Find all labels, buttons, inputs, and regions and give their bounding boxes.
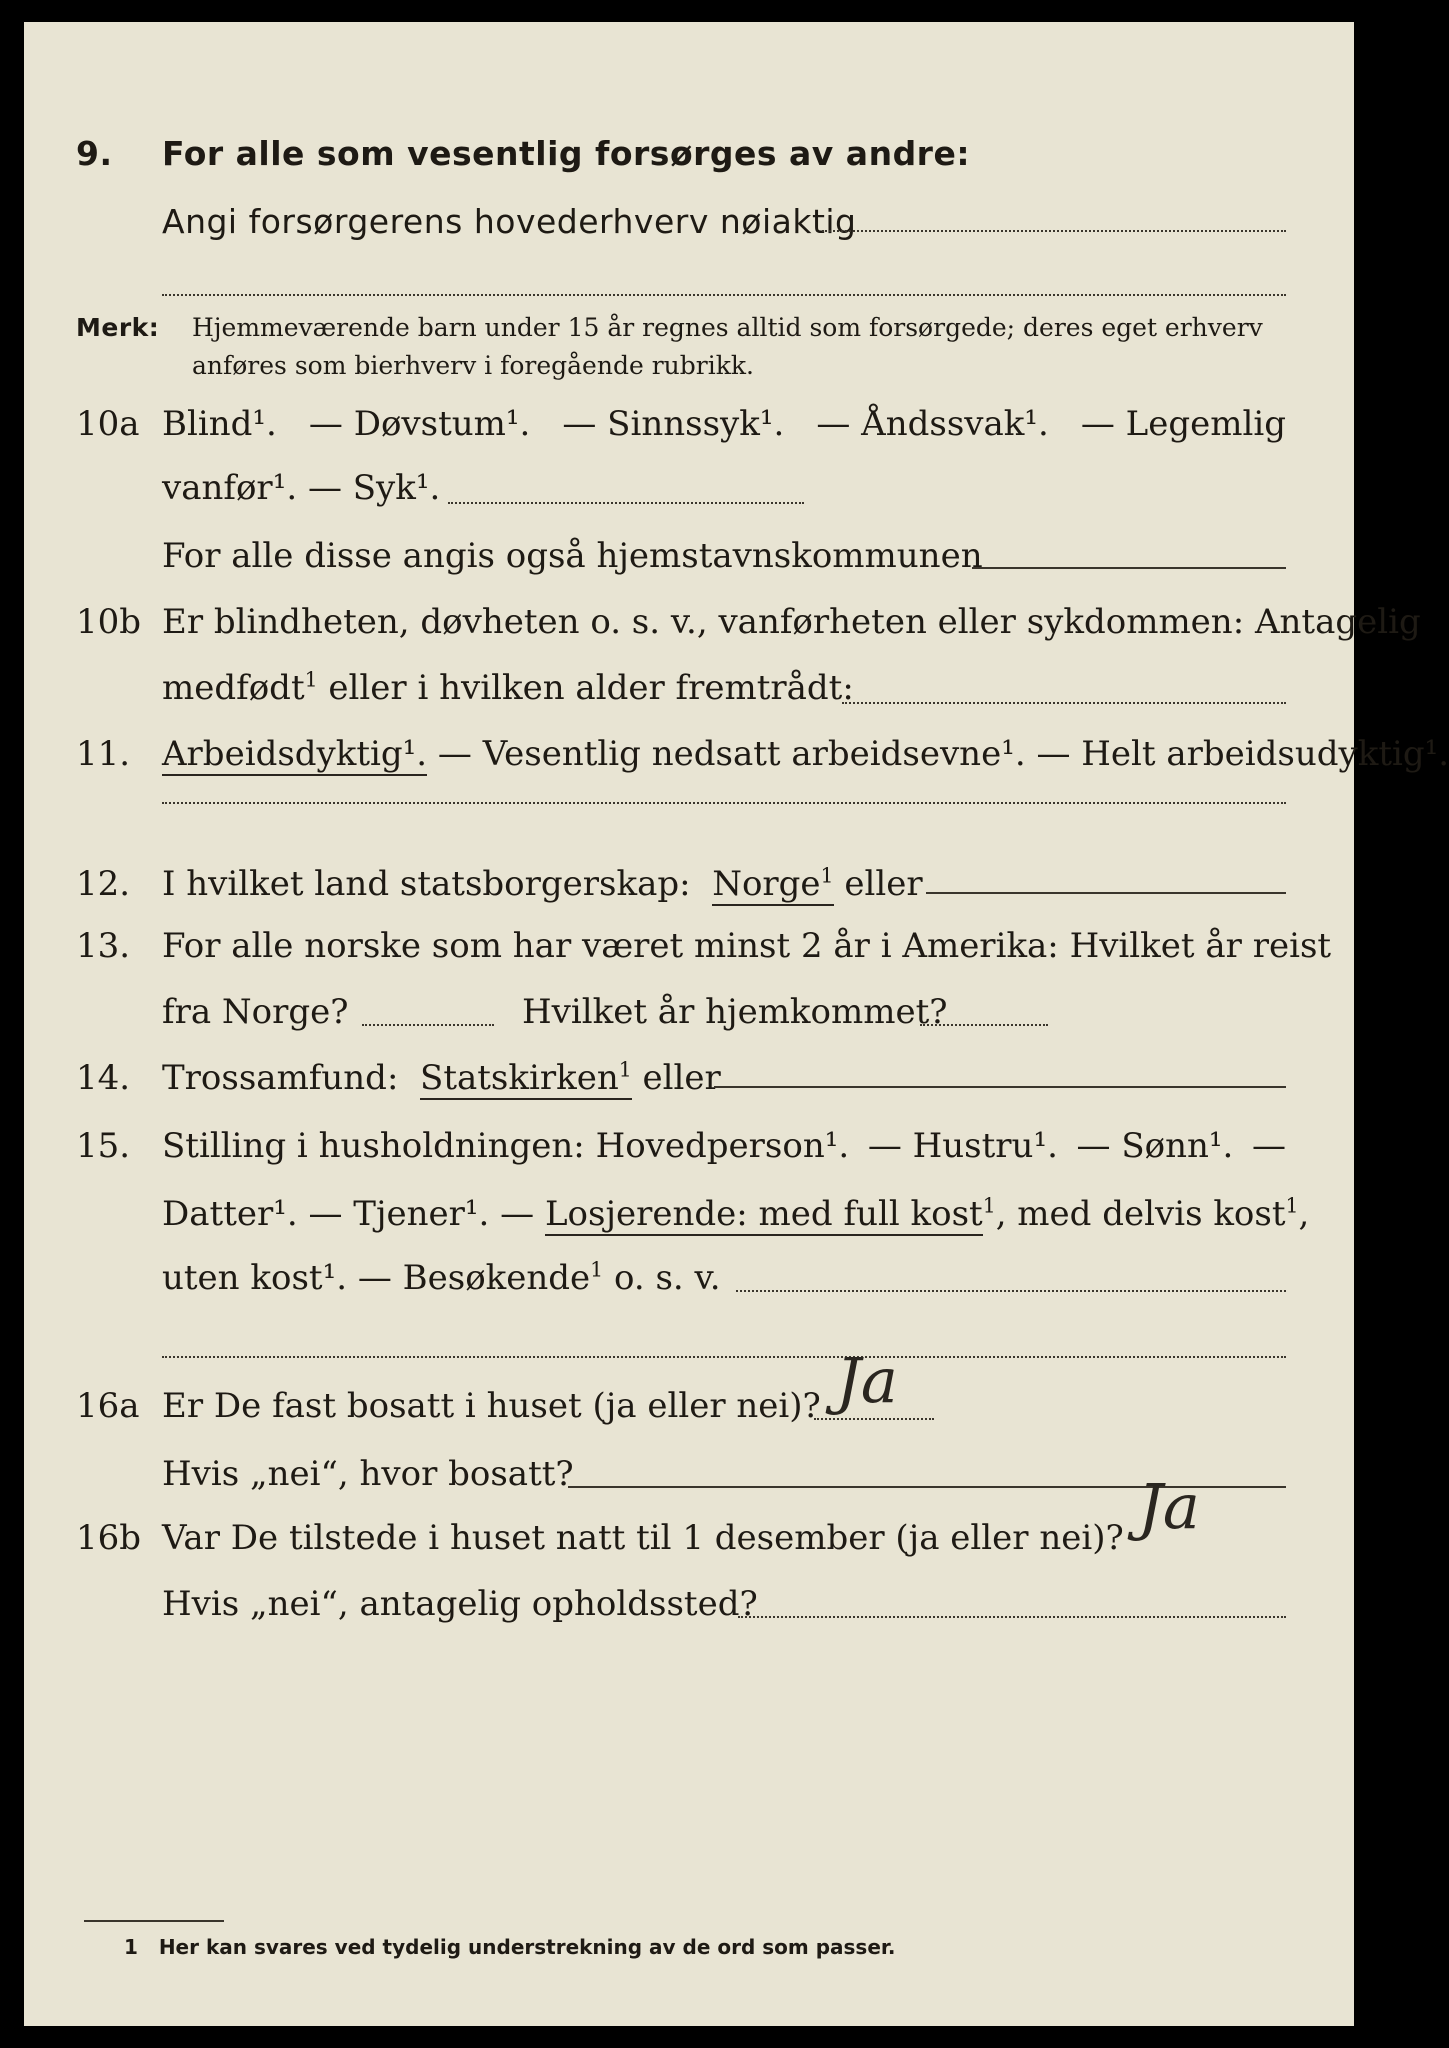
q10a-option-andssvak[interactable]: — Åndssvak¹. (816, 404, 1049, 444)
q10a-option-vanfor[interactable]: vanfør¹. (162, 468, 298, 508)
footnote (124, 1935, 896, 1959)
q13-hjemkommet-field[interactable] (920, 1024, 1048, 1026)
q16a-line-1: Er De fast bosatt i huset (ja eller nei)? (162, 1386, 821, 1426)
q10a-number: 10a (76, 404, 140, 444)
q15-option-uten-kost[interactable]: uten kost¹. (162, 1258, 348, 1298)
q9-line-label: Angi forsørgerens hovederhverv nøiaktig (162, 202, 857, 241)
q11-option-udyktig[interactable]: — Helt arbeidsudyktig¹. (1036, 734, 1449, 774)
q13-line-1: For alle norske som har været minst 2 år i Amerika: Hvilket år reist (162, 926, 1332, 966)
q10b-line-2-text: eller i hvilken alder fremtrådt: (328, 668, 854, 708)
q15-option-sonn[interactable]: — Sønn¹. (1076, 1126, 1234, 1166)
q15-option-losjerende-full-kost[interactable]: Losjerende: med full kost (544, 1194, 983, 1234)
q15-line-2: Datter¹. — Tjener¹. — Losjerende: med full kost$^1$, med delvis kost$^1$, (162, 1193, 1310, 1234)
q11-options (162, 734, 1449, 774)
q13-reist-field[interactable] (362, 1024, 494, 1026)
merk-line-2: anføres som bierhverv i foregående rubrikk. (192, 351, 754, 380)
q16a-number: 16a (76, 1386, 140, 1426)
q10b-line-2 (162, 668, 854, 708)
q11-extra-field[interactable] (162, 802, 1286, 804)
q15-option-besokende[interactable]: — Besøkende$^1$ (357, 1257, 604, 1298)
q15-option-tjener[interactable]: — Tjener¹. (308, 1194, 490, 1234)
q10a-line-3: For alle disse angis også hjemstavnskommunen (162, 536, 983, 576)
footnote-text: Her kan svares ved tydelig understrekning av de ord som passer. (158, 1935, 896, 1959)
q16a-answer-field[interactable] (814, 1418, 934, 1420)
q12-text: I hvilket land statsborgerskap: Norge$^1$ eller (162, 863, 923, 904)
merk-line-1: Hjemmeværende barn under 15 år regnes alltid som forsørgede; deres eget erhverv (192, 313, 1263, 342)
q10b-option-medfodt[interactable]: medfødt$^1$ (162, 667, 318, 708)
q12-other-field[interactable] (926, 892, 1286, 894)
q10b-line-1: Er blindheten, døvheten o. s. v., vanførheten eller sykdommen: Antagelig (162, 602, 1421, 642)
q10b-answer-field[interactable] (842, 702, 1286, 704)
q10a-options (162, 404, 1286, 444)
q11-number: 11. (76, 734, 131, 774)
q15-line-3: uten kost¹. — Besøkende$^1$ o. s. v. (162, 1257, 721, 1298)
q10a-syk-field[interactable] (448, 502, 804, 504)
q16a-handwritten-answer: Ja (836, 1344, 898, 1417)
q16b-line-2: Hvis „nei“, antagelig opholdssted? (162, 1584, 758, 1624)
q16b-line-1: Var De tilstede i huset natt til 1 desember (ja eller nei)? (162, 1518, 1124, 1558)
q15-option-hustru[interactable]: — Hustru¹. (867, 1126, 1058, 1166)
q11-option-nedsatt[interactable]: — Vesentlig nedsatt arbeidsevne¹. (437, 734, 1026, 774)
q9-answer-field-2[interactable] (162, 294, 1286, 296)
q10a-hjemstavn-field[interactable] (972, 567, 1286, 569)
q14-answer-statskirken[interactable]: Statskirken$^1$ (420, 1057, 632, 1098)
q16b-number: 16b (76, 1518, 142, 1558)
q10b-number: 10b (76, 602, 142, 642)
q10a-option-syk[interactable]: — Syk¹. (307, 468, 441, 508)
q12-number: 12. (76, 864, 131, 904)
footnote-rule (84, 1920, 224, 1922)
merk-label: Merk: (76, 313, 160, 342)
q14-number: 14. (76, 1058, 131, 1098)
q15-other-field[interactable] (736, 1290, 1286, 1292)
q16b-handwritten-answer: Ja (1138, 1470, 1200, 1543)
q10a-option-legemlig[interactable]: — Legemlig (1080, 404, 1286, 444)
census-form-page (24, 22, 1449, 2026)
q9-answer-field[interactable] (822, 230, 1286, 232)
q10a-option-blind[interactable]: Blind¹. (162, 404, 277, 444)
q9-title: For alle som vesentlig forsørges av andre: (162, 134, 971, 173)
q13-number: 13. (76, 926, 131, 966)
footnote-mark: 1 (124, 1935, 138, 1959)
q12-answer-norge[interactable]: Norge$^1$ (712, 863, 834, 904)
q16a-line-2: Hvis „nei“, hvor bosatt? (162, 1454, 574, 1494)
q16b-opholdssted-field[interactable] (738, 1616, 1286, 1618)
q15-line-1: Stilling i husholdningen: Hovedperson¹. — Hustru¹. — Sønn¹. — (162, 1126, 1286, 1166)
q14-text: Trossamfund: Statskirken$^1$ eller (162, 1057, 721, 1098)
q13-line-2b: Hvilket år hjemkommet? (522, 992, 948, 1032)
q10a-option-sinnssyk[interactable]: — Sinnssyk¹. (562, 404, 785, 444)
q15-extra-field[interactable] (162, 1356, 1286, 1358)
q11-option-arbeidsdyktig[interactable]: Arbeidsdyktig¹. (162, 734, 428, 774)
q15-option-hovedperson[interactable]: Stilling i husholdningen: Hovedperson¹. (162, 1126, 850, 1166)
q15-option-delvis-kost[interactable]: , med delvis kost$^1$, (995, 1193, 1310, 1234)
q10a-line-2 (162, 468, 440, 508)
q10a-option-dovstum[interactable]: — Døvstum¹. (308, 404, 531, 444)
q13-line-2a: fra Norge? (162, 992, 349, 1032)
q14-other-field[interactable] (714, 1086, 1286, 1088)
q9-number: 9. (76, 134, 113, 173)
q15-option-datter[interactable]: Datter¹. (162, 1194, 298, 1234)
q15-number: 15. (76, 1126, 131, 1166)
